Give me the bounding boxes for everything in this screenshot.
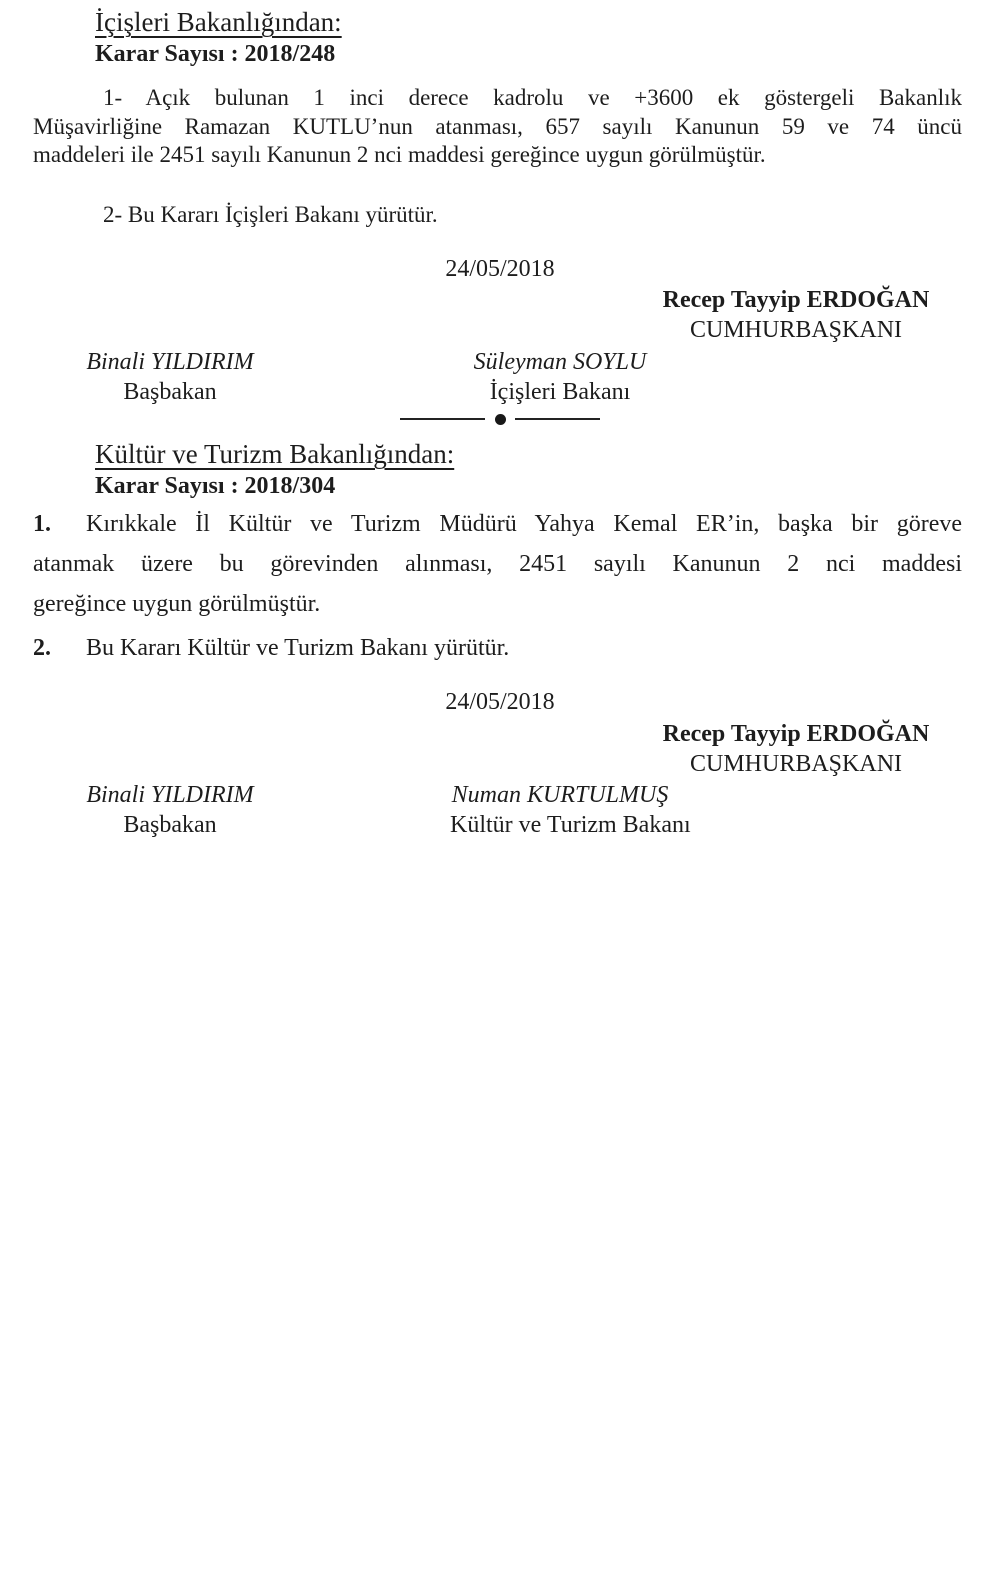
divider-line-right [515, 418, 600, 420]
article-number: 2. [33, 635, 51, 661]
culture-minister-signature [450, 780, 691, 840]
culture-article-2 [33, 628, 962, 668]
article-text-line: atanmak üzere bu görevinden alınması, 2451 sayılı Kanunun 2 nci maddesi [33, 551, 962, 577]
interior-president-signature [650, 285, 942, 345]
pm-name: Binali YILDIRIM [86, 782, 254, 808]
article-text-line: Bu Kararı Kültür ve Turizm Bakanı yürütür. [86, 635, 510, 661]
article-text-line: Kırıkkale İl Kültür ve Turizm Müdürü Yahya Kemal ER’in, başka bir göreve [86, 511, 962, 537]
minister-name: Numan KURTULMUŞ [451, 782, 669, 808]
interior-decision-number: Karar Sayısı : 2018/248 [95, 41, 336, 67]
culture-president-signature [650, 719, 942, 779]
president-title: CUMHURBAŞKANI [689, 317, 903, 343]
article-text-line: gereğince uygun görülmüştür. [33, 591, 321, 617]
divider-bullet-icon [495, 414, 506, 425]
article-text-line: 1- Açık bulunan 1 inci derece kadrolu ve +3600 ek göstergeli Bakanlık [103, 85, 962, 110]
president-name: Recep Tayyip ERDOĞAN [662, 287, 930, 313]
section-divider [400, 413, 600, 425]
minister-name: Süleyman SOYLU [473, 349, 647, 375]
president-title: CUMHURBAŞKANI [689, 751, 903, 777]
interior-ministry-heading: İçişleri Bakanlığından: [95, 7, 342, 37]
interior-article-1 [33, 84, 962, 170]
culture-article-1 [33, 504, 962, 624]
interior-decision-date: 24/05/2018 [445, 256, 555, 282]
article-text-line: Müşavirliğine Ramazan KUTLU’nun atanması, 657 sayılı Kanunun 59 ve 74 üncü [33, 113, 962, 139]
minister-title: İçişleri Bakanı [489, 379, 631, 405]
article-number: 1. [33, 511, 51, 537]
culture-decision-number: Karar Sayısı : 2018/304 [95, 473, 336, 499]
pm-title: Başbakan [123, 379, 217, 405]
pm-title: Başbakan [123, 812, 217, 838]
interior-article-2: 2- Bu Kararı İçişleri Bakanı yürütür. [103, 202, 438, 227]
interior-pm-signature [60, 347, 280, 407]
president-name: Recep Tayyip ERDOĞAN [662, 721, 930, 747]
culture-ministry-heading: Kültür ve Turizm Bakanlığından: [95, 439, 455, 469]
culture-pm-signature [60, 780, 280, 840]
minister-title: Kültür ve Turizm Bakanı [450, 812, 691, 838]
interior-minister-signature [450, 347, 670, 407]
culture-decision-date: 24/05/2018 [445, 689, 555, 715]
article-text-line: maddeleri ile 2451 sayılı Kanunun 2 nci maddesi gereğince uygun görülmüştür. [33, 142, 766, 167]
pm-name: Binali YILDIRIM [86, 349, 254, 375]
divider-line-left [400, 418, 485, 420]
